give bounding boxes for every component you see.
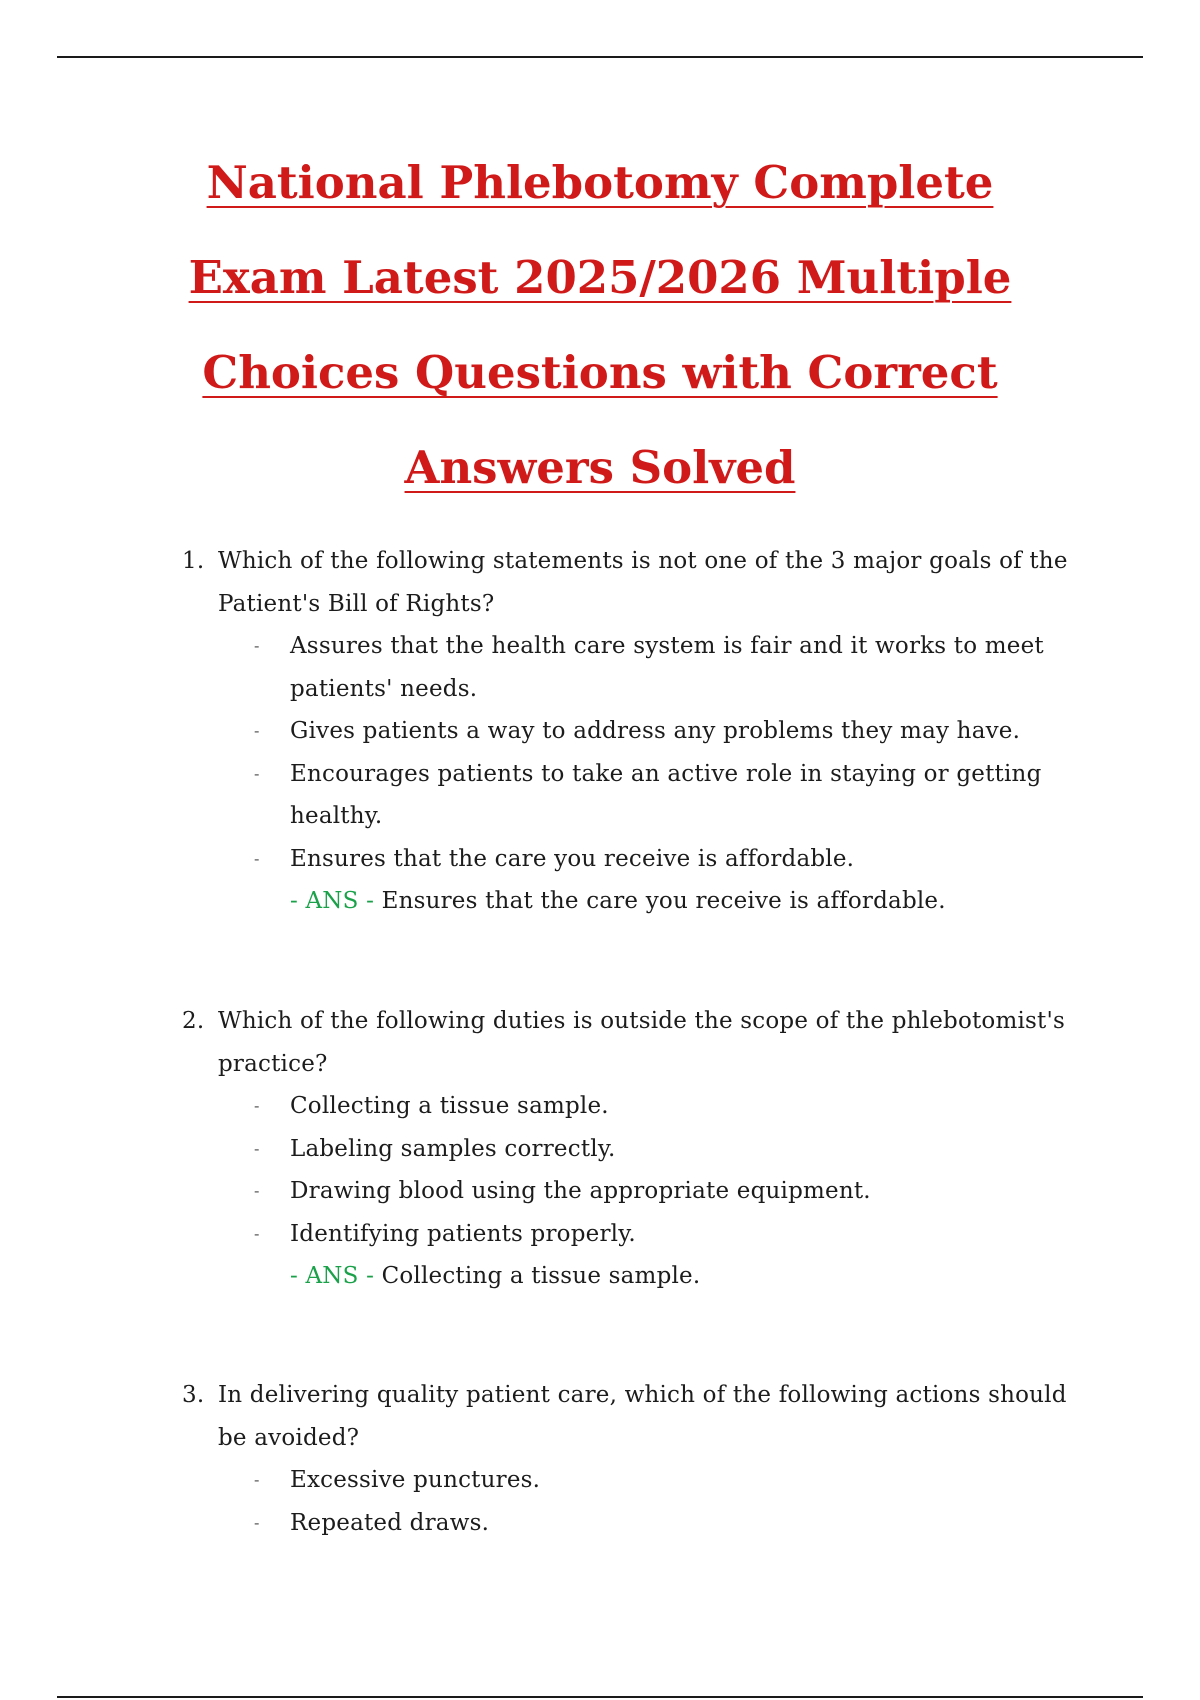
dash-bullet: - xyxy=(254,848,260,868)
dash-bullet: - xyxy=(254,1470,260,1489)
option-text: Ensures that the care you receive is affordable. xyxy=(290,845,855,872)
option-item xyxy=(254,838,1082,881)
options-list xyxy=(182,1085,1082,1255)
option-text: Encourages patients to take an active role in staying or getting healthy. xyxy=(290,760,1042,829)
option-text: Gives patients a way to address any problems they may have. xyxy=(290,718,1021,744)
dash-bullet: - xyxy=(254,1096,260,1115)
option-text: Assures that the health care system is fair and it works to meet patients' needs. xyxy=(290,633,1044,702)
question-3 xyxy=(182,1374,1082,1544)
option-text: Collecting a tissue sample. xyxy=(290,1093,609,1119)
dash-bullet: - xyxy=(254,636,260,655)
question-2 xyxy=(182,1000,1082,1298)
dash-bullet: - xyxy=(254,1138,260,1158)
dash-bullet: - xyxy=(254,1512,260,1532)
question-number: 2. xyxy=(182,1008,205,1034)
dash-bullet: - xyxy=(254,763,260,783)
question-1 xyxy=(182,540,1082,923)
question-text: In delivering quality patient care, which of the following actions should be avoided? xyxy=(218,1382,1067,1451)
option-text: Identifying patients properly. xyxy=(290,1220,636,1247)
options-list xyxy=(182,625,1082,880)
option-item xyxy=(254,753,1082,838)
dash-bullet: - xyxy=(254,1181,260,1200)
question-text: Which of the following statements is not one of the 3 major goals of the Patient's Bill of Rights? xyxy=(218,548,1068,617)
question-stem xyxy=(182,540,1082,625)
option-item xyxy=(254,1085,1082,1128)
question-text: Which of the following duties is outside the scope of the phlebotomist's practice? xyxy=(218,1008,1066,1077)
answer-text: Ensures that the care you receive is affordable. xyxy=(381,888,946,914)
title-line: Answers Solved xyxy=(404,441,796,494)
answer-label: - ANS - xyxy=(290,888,375,914)
option-item xyxy=(254,1213,1082,1256)
question-number: 1. xyxy=(182,548,205,574)
title-line: National Phlebotomy Complete xyxy=(206,156,994,209)
answer-line xyxy=(182,880,1082,923)
dash-bullet: - xyxy=(254,1223,260,1243)
bottom-rule xyxy=(57,1696,1143,1698)
option-item xyxy=(254,1459,1082,1502)
answer-line xyxy=(182,1255,1082,1298)
document-title xyxy=(100,135,1100,515)
option-item xyxy=(254,710,1082,753)
top-rule xyxy=(57,56,1143,58)
option-text: Labeling samples correctly. xyxy=(290,1135,616,1162)
option-text: Excessive punctures. xyxy=(290,1467,541,1493)
answer-label: - ANS - xyxy=(290,1263,375,1289)
answer-text: Collecting a tissue sample. xyxy=(381,1263,701,1289)
title-line: Choices Questions with Correct xyxy=(202,346,998,399)
option-text: Repeated draws. xyxy=(290,1509,490,1536)
options-list xyxy=(182,1459,1082,1544)
dash-bullet: - xyxy=(254,721,260,740)
question-stem xyxy=(182,1000,1082,1085)
option-text: Drawing blood using the appropriate equipment. xyxy=(290,1178,871,1204)
title-line: Exam Latest 2025/2026 Multiple xyxy=(188,251,1012,304)
question-number: 3. xyxy=(182,1382,205,1408)
option-item xyxy=(254,1128,1082,1171)
option-item xyxy=(254,625,1082,710)
option-item xyxy=(254,1502,1082,1545)
question-stem xyxy=(182,1374,1082,1459)
option-item xyxy=(254,1170,1082,1213)
